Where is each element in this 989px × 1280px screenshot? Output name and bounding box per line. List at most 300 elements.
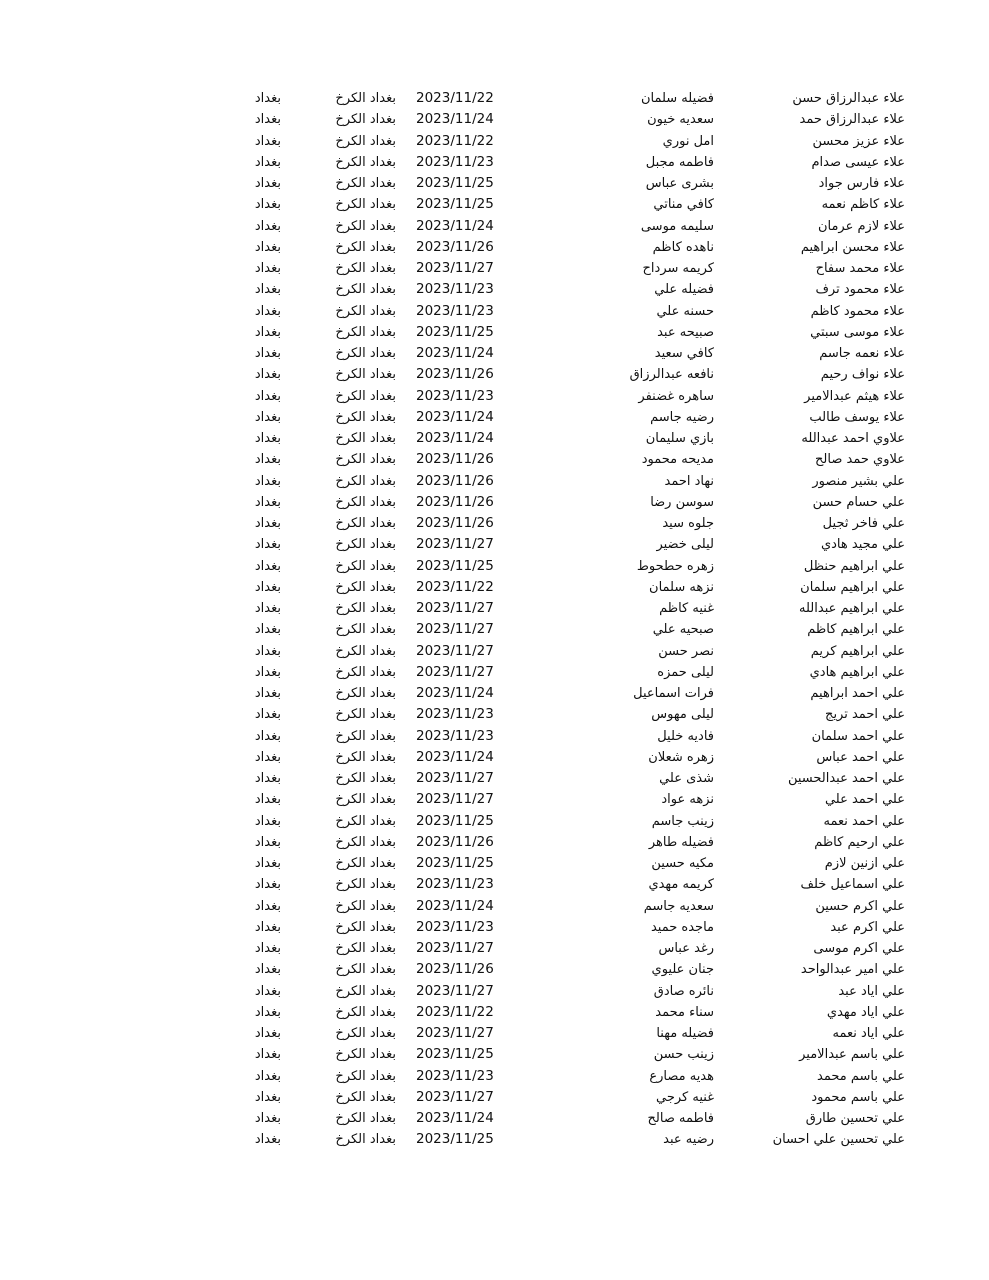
record-date: 2023/11/24 bbox=[416, 685, 494, 701]
city-name: بغداد bbox=[254, 133, 281, 149]
district-name: بغداد الكرخ bbox=[335, 452, 396, 468]
district-name: بغداد الكرخ bbox=[335, 1047, 396, 1063]
city-name: بغداد bbox=[254, 664, 281, 680]
district-name: بغداد الكرخ bbox=[335, 154, 396, 170]
district-name: بغداد الكرخ bbox=[335, 473, 396, 489]
table-row bbox=[0, 258, 989, 279]
record-date: 2023/11/23 bbox=[416, 302, 494, 319]
table-row bbox=[0, 874, 989, 895]
person-name: علي ازنين لازم bbox=[824, 856, 905, 871]
city-name: بغداد bbox=[254, 197, 281, 213]
person-name: علي باسم عبدالامير bbox=[799, 1047, 905, 1063]
district-name: بغداد الكرخ bbox=[335, 1068, 396, 1084]
mother-name: فاديه خليل bbox=[657, 728, 714, 744]
mother-name: مكيه حسين bbox=[651, 856, 714, 871]
mother-name: امل نوري bbox=[662, 133, 714, 149]
record-date: 2023/11/25 bbox=[416, 557, 494, 574]
mother-name: شذى علي bbox=[659, 771, 714, 786]
person-name: علاء محمود كاظم bbox=[810, 303, 905, 319]
person-name: علاء عبدالرزاق حسن bbox=[792, 91, 905, 106]
table-row bbox=[0, 301, 989, 322]
person-name: علاء محسن ابراهيم bbox=[800, 239, 905, 255]
mother-name: هديه مصارع bbox=[649, 1068, 714, 1084]
table-row bbox=[0, 726, 989, 747]
record-date: 2023/11/23 bbox=[416, 706, 494, 723]
person-name: علي بشير منصور bbox=[812, 473, 905, 489]
table-row bbox=[0, 917, 989, 938]
mother-name: فرات اسماعيل bbox=[633, 686, 714, 701]
city-name: بغداد bbox=[254, 494, 281, 510]
person-name: علي اياد مهدي bbox=[826, 1004, 905, 1020]
person-name: علي احمد عبدالحسين bbox=[787, 771, 905, 786]
table-row bbox=[0, 959, 989, 980]
person-name: علي احمد ابراهيم bbox=[810, 686, 905, 701]
table-row bbox=[0, 131, 989, 152]
district-name: بغداد الكرخ bbox=[335, 707, 396, 723]
mother-name: رغد عباس bbox=[658, 941, 714, 956]
district-name: بغداد الكرخ bbox=[335, 919, 396, 935]
table-row bbox=[0, 513, 989, 534]
person-name: علي احمد نعمه bbox=[823, 813, 905, 829]
city-name: بغداد bbox=[254, 537, 281, 553]
record-date: 2023/11/22 bbox=[416, 1003, 494, 1020]
record-date: 2023/11/26 bbox=[416, 366, 494, 383]
table-row bbox=[0, 704, 989, 725]
district-name: بغداد الكرخ bbox=[335, 643, 396, 659]
person-name: علاء عزيز محسن bbox=[812, 133, 905, 149]
person-name: علي اياد نعمه bbox=[832, 1026, 905, 1041]
city-name: بغداد bbox=[254, 579, 281, 595]
record-date: 2023/11/25 bbox=[416, 1131, 494, 1148]
record-date: 2023/11/23 bbox=[416, 876, 494, 893]
record-date: 2023/11/25 bbox=[416, 1046, 494, 1063]
city-name: بغداد bbox=[254, 282, 281, 298]
record-date: 2023/11/22 bbox=[416, 132, 494, 149]
mother-name: نزهه سلمان bbox=[649, 579, 714, 595]
district-name: بغداد الكرخ bbox=[335, 601, 396, 616]
city-name: بغداد bbox=[254, 728, 281, 744]
mother-name: ليلى مهوس bbox=[651, 707, 714, 723]
record-date: 2023/11/25 bbox=[416, 855, 494, 871]
table-row bbox=[0, 556, 989, 577]
person-name: علي اكرم موسى bbox=[813, 941, 905, 956]
mother-name: ليلى حمزه bbox=[657, 664, 714, 680]
record-date: 2023/11/24 bbox=[416, 217, 494, 234]
district-name: بغداد الكرخ bbox=[335, 792, 396, 808]
person-name: علي اكرم عبد bbox=[830, 919, 905, 935]
mother-name: نصر حسن bbox=[658, 643, 714, 659]
city-name: بغداد bbox=[254, 112, 281, 128]
record-date: 2023/11/24 bbox=[416, 408, 494, 425]
mother-name: نهاد احمد bbox=[664, 473, 714, 489]
person-name: علاء لازم عرمان bbox=[817, 218, 905, 234]
table-row bbox=[0, 152, 989, 173]
city-name: بغداد bbox=[254, 409, 281, 425]
table-row bbox=[0, 428, 989, 449]
table-row bbox=[0, 216, 989, 237]
table-row bbox=[0, 1129, 989, 1150]
person-name: علي احمد سلمان bbox=[811, 728, 905, 744]
mother-name: سناء محمد bbox=[655, 1004, 714, 1020]
table-row bbox=[0, 1002, 989, 1023]
table-row bbox=[0, 747, 989, 768]
district-name: بغداد الكرخ bbox=[335, 558, 396, 574]
district-name: بغداد الكرخ bbox=[335, 622, 396, 638]
city-name: بغداد bbox=[254, 367, 281, 383]
record-date: 2023/11/25 bbox=[416, 323, 494, 340]
table-row bbox=[0, 322, 989, 343]
city-name: بغداد bbox=[254, 516, 281, 531]
mother-name: ليلى خضير bbox=[656, 537, 714, 553]
city-name: بغداد bbox=[254, 1132, 281, 1148]
city-name: بغداد bbox=[254, 91, 281, 106]
district-name: بغداد الكرخ bbox=[335, 431, 396, 446]
city-name: بغداد bbox=[254, 176, 281, 191]
table-row bbox=[0, 598, 989, 619]
city-name: بغداد bbox=[254, 919, 281, 935]
city-name: بغداد bbox=[254, 707, 281, 723]
person-name: علي تحسين طارق bbox=[805, 1111, 905, 1126]
record-date: 2023/11/27 bbox=[416, 621, 494, 638]
city-name: بغداد bbox=[254, 1026, 281, 1041]
city-name: بغداد bbox=[254, 346, 281, 361]
district-name: بغداد الكرخ bbox=[335, 1111, 396, 1126]
record-date: 2023/11/27 bbox=[416, 791, 494, 808]
mother-name: حسنه علي bbox=[656, 303, 714, 319]
person-name: علي ابراهيم هادي bbox=[809, 664, 905, 680]
city-name: بغداد bbox=[254, 1111, 281, 1126]
record-date: 2023/11/24 bbox=[416, 1110, 494, 1126]
table-row bbox=[0, 832, 989, 853]
table-row bbox=[0, 492, 989, 513]
district-name: بغداد الكرخ bbox=[335, 303, 396, 319]
record-date: 2023/11/27 bbox=[416, 982, 494, 999]
district-name: بغداد الكرخ bbox=[335, 516, 396, 531]
mother-name: صبيحه عبد bbox=[657, 324, 714, 340]
record-date: 2023/11/26 bbox=[416, 493, 494, 510]
table-row bbox=[0, 1108, 989, 1129]
mother-name: فضيله علي bbox=[654, 282, 714, 298]
person-name: علاء هيثم عبدالامير bbox=[804, 388, 905, 404]
table-row bbox=[0, 471, 989, 492]
person-name: علي اسماعيل خلف bbox=[800, 877, 905, 893]
mother-name: كافي سعيد bbox=[654, 346, 714, 361]
mother-name: فاطمه صالح bbox=[647, 1111, 714, 1126]
record-date: 2023/11/27 bbox=[416, 260, 494, 276]
district-name: بغداد الكرخ bbox=[335, 898, 396, 914]
record-date: 2023/11/26 bbox=[416, 961, 494, 978]
city-name: بغداد bbox=[254, 877, 281, 893]
person-name: علاء كاظم نعمه bbox=[821, 197, 905, 213]
city-name: بغداد bbox=[254, 983, 281, 999]
city-name: بغداد bbox=[254, 1089, 281, 1105]
district-name: بغداد الكرخ bbox=[335, 133, 396, 149]
person-name: علي اياد عبد bbox=[838, 983, 905, 999]
record-date: 2023/11/22 bbox=[416, 90, 494, 106]
city-name: بغداد bbox=[254, 643, 281, 659]
mother-name: رضيه جاسم bbox=[650, 409, 714, 425]
table-row bbox=[0, 364, 989, 385]
record-date: 2023/11/24 bbox=[416, 897, 494, 914]
person-name: علاء نعمه جاسم bbox=[819, 346, 905, 361]
city-name: بغداد bbox=[254, 388, 281, 404]
person-name: علاء عيسى صدام bbox=[811, 154, 905, 170]
record-date: 2023/11/27 bbox=[416, 1025, 494, 1041]
record-date: 2023/11/24 bbox=[416, 345, 494, 361]
district-name: بغداد الكرخ bbox=[335, 686, 396, 701]
record-date: 2023/11/26 bbox=[416, 472, 494, 489]
city-name: بغداد bbox=[254, 558, 281, 574]
table-row bbox=[0, 534, 989, 555]
record-date: 2023/11/23 bbox=[416, 387, 494, 404]
mother-name: سعديه خيون bbox=[647, 112, 714, 128]
person-name: علي ارحيم كاظم bbox=[814, 834, 905, 850]
district-name: بغداد الكرخ bbox=[335, 91, 396, 106]
district-name: بغداد الكرخ bbox=[335, 388, 396, 404]
city-name: بغداد bbox=[254, 898, 281, 914]
record-date: 2023/11/27 bbox=[416, 663, 494, 680]
table-row bbox=[0, 279, 989, 300]
person-name: علاء عبدالرزاق حمد bbox=[799, 112, 905, 128]
district-name: بغداد الكرخ bbox=[335, 197, 396, 213]
person-name: علاء فارس جواد bbox=[818, 176, 905, 191]
mother-name: ساهره غضنفر bbox=[638, 388, 714, 404]
district-name: بغداد الكرخ bbox=[335, 346, 396, 361]
mother-name: ناهده كاظم bbox=[652, 239, 714, 255]
mother-name: زهره حطحوط bbox=[636, 558, 714, 574]
city-name: بغداد bbox=[254, 154, 281, 170]
mother-name: ماجده حميد bbox=[650, 919, 714, 935]
district-name: بغداد الكرخ bbox=[335, 537, 396, 553]
record-date: 2023/11/24 bbox=[416, 111, 494, 128]
person-name: علي احمد تريج bbox=[825, 707, 905, 723]
person-name: علي ابراهيم كريم bbox=[810, 643, 905, 659]
person-name: علي ابراهيم عبدالله bbox=[799, 601, 905, 616]
mother-name: بازي سليمان bbox=[645, 431, 714, 446]
mother-name: زينب حسن bbox=[653, 1047, 714, 1063]
mother-name: كافي مناتي bbox=[653, 197, 714, 213]
person-name: علاء نواف رحيم bbox=[820, 367, 905, 383]
table-row bbox=[0, 662, 989, 683]
person-name: علاء موسى سبتي bbox=[810, 324, 905, 340]
table-row bbox=[0, 811, 989, 832]
city-name: بغداد bbox=[254, 813, 281, 829]
city-name: بغداد bbox=[254, 452, 281, 468]
mother-name: نزهه عواد bbox=[661, 792, 714, 808]
record-date: 2023/11/23 bbox=[416, 153, 494, 170]
city-name: بغداد bbox=[254, 622, 281, 638]
mother-name: سليمه موسى bbox=[640, 218, 714, 234]
record-date: 2023/11/23 bbox=[416, 727, 494, 744]
record-date: 2023/11/27 bbox=[416, 642, 494, 659]
city-name: بغداد bbox=[254, 749, 281, 765]
district-name: بغداد الكرخ bbox=[335, 579, 396, 595]
mother-name: نافعه عبدالرزاق bbox=[629, 367, 714, 383]
record-date: 2023/11/26 bbox=[416, 238, 494, 255]
district-name: بغداد الكرخ bbox=[335, 324, 396, 340]
person-name: علي فاخر ثجيل bbox=[822, 516, 905, 531]
district-name: بغداد الكرخ bbox=[335, 983, 396, 999]
district-name: بغداد الكرخ bbox=[335, 771, 396, 786]
district-name: بغداد الكرخ bbox=[335, 1004, 396, 1020]
table-row bbox=[0, 896, 989, 917]
person-name: علاوي احمد عبدالله bbox=[801, 431, 905, 446]
mother-name: فضيله طاهر bbox=[648, 834, 714, 850]
mother-name: كريمه مهدي bbox=[648, 877, 714, 893]
table-row bbox=[0, 768, 989, 789]
district-name: بغداد الكرخ bbox=[335, 218, 396, 234]
person-name: علي حسام حسن bbox=[812, 494, 905, 510]
district-name: بغداد الكرخ bbox=[335, 941, 396, 956]
record-date: 2023/11/22 bbox=[416, 578, 494, 595]
city-name: بغداد bbox=[254, 601, 281, 616]
city-name: بغداد bbox=[254, 431, 281, 446]
mother-name: جلوه سيد bbox=[662, 516, 714, 531]
city-name: بغداد bbox=[254, 834, 281, 850]
city-name: بغداد bbox=[254, 473, 281, 489]
mother-name: سوسن رضا bbox=[650, 494, 714, 510]
district-name: بغداد الكرخ bbox=[335, 728, 396, 744]
city-name: بغداد bbox=[254, 239, 281, 255]
person-name: علي باسم محمود bbox=[811, 1089, 905, 1105]
district-name: بغداد الكرخ bbox=[335, 1132, 396, 1148]
mother-name: غنيه كرجي bbox=[656, 1089, 714, 1105]
table-row bbox=[0, 981, 989, 1002]
record-date: 2023/11/25 bbox=[416, 812, 494, 829]
record-date: 2023/11/27 bbox=[416, 770, 494, 786]
table-row bbox=[0, 237, 989, 258]
city-name: بغداد bbox=[254, 1047, 281, 1063]
district-name: بغداد الكرخ bbox=[335, 749, 396, 765]
mother-name: مديحه محمود bbox=[641, 452, 714, 468]
table-row bbox=[0, 683, 989, 704]
table-row bbox=[0, 641, 989, 662]
table-row bbox=[0, 853, 989, 874]
mother-name: سعديه جاسم bbox=[643, 898, 714, 914]
record-date: 2023/11/24 bbox=[416, 430, 494, 446]
records-list bbox=[0, 88, 989, 1151]
city-name: بغداد bbox=[254, 218, 281, 234]
mother-name: صبحيه علي bbox=[652, 622, 714, 638]
record-date: 2023/11/27 bbox=[416, 536, 494, 553]
mother-name: زهره شعلان bbox=[648, 749, 714, 765]
person-name: علي امير عبدالواحد bbox=[800, 962, 905, 978]
person-name: علاوي حمد صالح bbox=[815, 452, 905, 468]
table-row bbox=[0, 449, 989, 470]
record-date: 2023/11/27 bbox=[416, 940, 494, 956]
person-name: علي ابراهيم كاظم bbox=[807, 622, 905, 638]
person-name: علي احمد عباس bbox=[816, 749, 905, 765]
city-name: بغداد bbox=[254, 324, 281, 340]
record-date: 2023/11/24 bbox=[416, 748, 494, 765]
city-name: بغداد bbox=[254, 771, 281, 786]
record-date: 2023/11/27 bbox=[416, 600, 494, 616]
person-name: علاء محمود ترف bbox=[815, 282, 905, 298]
table-row bbox=[0, 1023, 989, 1044]
table-row bbox=[0, 109, 989, 130]
mother-name: بشرى عباس bbox=[645, 176, 714, 191]
person-name: علاء محمد سفاح bbox=[815, 261, 905, 276]
person-name: علي ابراهيم حنظل bbox=[803, 558, 905, 574]
record-date: 2023/11/27 bbox=[416, 1088, 494, 1105]
district-name: بغداد الكرخ bbox=[335, 176, 396, 191]
district-name: بغداد الكرخ bbox=[335, 856, 396, 871]
mother-name: رضيه عبد bbox=[663, 1132, 714, 1148]
mother-name: غنيه كاظم bbox=[659, 601, 714, 616]
district-name: بغداد الكرخ bbox=[335, 282, 396, 298]
city-name: بغداد bbox=[254, 686, 281, 701]
mother-name: نائره صادق bbox=[653, 983, 714, 999]
record-date: 2023/11/23 bbox=[416, 281, 494, 298]
city-name: بغداد bbox=[254, 303, 281, 319]
table-row bbox=[0, 577, 989, 598]
person-name: علي مجيد هادي bbox=[820, 537, 905, 553]
city-name: بغداد bbox=[254, 1068, 281, 1084]
person-name: علاء يوسف طالب bbox=[809, 409, 905, 425]
record-date: 2023/11/26 bbox=[416, 833, 494, 850]
district-name: بغداد الكرخ bbox=[335, 877, 396, 893]
district-name: بغداد الكرخ bbox=[335, 664, 396, 680]
city-name: بغداد bbox=[254, 1004, 281, 1020]
table-row bbox=[0, 1066, 989, 1087]
city-name: بغداد bbox=[254, 962, 281, 978]
table-row bbox=[0, 343, 989, 364]
mother-name: كريمه سرداح bbox=[642, 261, 714, 276]
table-row bbox=[0, 938, 989, 959]
district-name: بغداد الكرخ bbox=[335, 494, 396, 510]
table-row bbox=[0, 1087, 989, 1108]
record-date: 2023/11/26 bbox=[416, 515, 494, 531]
record-date: 2023/11/23 bbox=[416, 918, 494, 935]
district-name: بغداد الكرخ bbox=[335, 1089, 396, 1105]
district-name: بغداد الكرخ bbox=[335, 1026, 396, 1041]
city-name: بغداد bbox=[254, 941, 281, 956]
district-name: بغداد الكرخ bbox=[335, 112, 396, 128]
person-name: علي احمد علي bbox=[824, 792, 905, 808]
table-row bbox=[0, 173, 989, 194]
mother-name: فضيله مهنا bbox=[656, 1026, 714, 1041]
district-name: بغداد الكرخ bbox=[335, 813, 396, 829]
city-name: بغداد bbox=[254, 261, 281, 276]
table-row bbox=[0, 386, 989, 407]
city-name: بغداد bbox=[254, 856, 281, 871]
table-row bbox=[0, 789, 989, 810]
record-date: 2023/11/26 bbox=[416, 451, 494, 468]
person-name: علي اكرم حسين bbox=[815, 898, 905, 914]
record-date: 2023/11/25 bbox=[416, 175, 494, 191]
person-name: علي تحسين علي احسان bbox=[772, 1132, 905, 1148]
person-name: علي باسم محمد bbox=[817, 1068, 905, 1084]
record-date: 2023/11/25 bbox=[416, 196, 494, 213]
district-name: بغداد الكرخ bbox=[335, 962, 396, 978]
district-name: بغداد الكرخ bbox=[335, 239, 396, 255]
district-name: بغداد الكرخ bbox=[335, 261, 396, 276]
table-row bbox=[0, 1044, 989, 1065]
district-name: بغداد الكرخ bbox=[335, 409, 396, 425]
mother-name: فضيله سلمان bbox=[640, 91, 714, 106]
mother-name: زينب جاسم bbox=[651, 813, 714, 829]
district-name: بغداد الكرخ bbox=[335, 834, 396, 850]
person-name: علي ابراهيم سلمان bbox=[800, 579, 905, 595]
table-row bbox=[0, 619, 989, 640]
district-name: بغداد الكرخ bbox=[335, 367, 396, 383]
mother-name: جنان عليوي bbox=[651, 962, 714, 978]
city-name: بغداد bbox=[254, 792, 281, 808]
table-row bbox=[0, 194, 989, 215]
mother-name: فاطمه مجبل bbox=[645, 154, 714, 170]
table-row bbox=[0, 88, 989, 109]
record-date: 2023/11/23 bbox=[416, 1067, 494, 1084]
